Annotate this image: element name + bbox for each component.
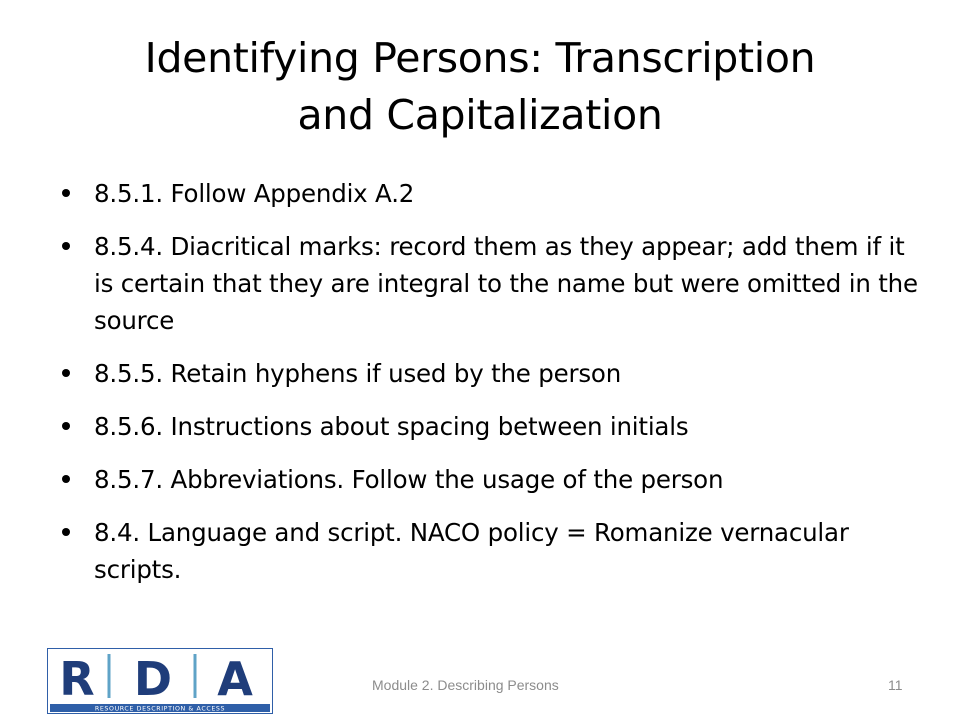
bullet-text: 8.5.1. Follow Appendix A.2 — [94, 179, 415, 208]
bullet-text: 8.4. Language and script. NACO policy = Romanize vernacular scripts. — [94, 518, 849, 584]
bullet-dot-icon — [62, 422, 70, 430]
bullet-dot-icon — [62, 528, 70, 536]
page-number: 11 — [888, 677, 903, 693]
bullet-text: 8.5.5. Retain hyphens if used by the person — [94, 359, 622, 388]
bullet-dot-icon — [62, 369, 70, 377]
bullet-dot-icon — [62, 475, 70, 483]
bullet-text: 8.5.4. Diacritical marks: record them as they appear; add them if it is certain that they are integral to the name but were omitted in the source — [94, 232, 918, 335]
logo-tagline: RESOURCE DESCRIPTION & ACCESS — [94, 705, 226, 713]
bullet-text: 8.5.6. Instructions about spacing between initials — [94, 412, 689, 441]
slide-title — [40, 30, 920, 144]
bullet-text: 8.5.7. Abbreviations. Follow the usage of the person — [94, 465, 724, 494]
bullet-list — [62, 175, 922, 604]
logo-letter-a: A — [217, 652, 253, 706]
bullet-item — [62, 355, 922, 392]
rda-logo — [47, 648, 273, 714]
bullet-item — [62, 175, 922, 212]
slide-title-line-1: Identifying Persons: Transcription — [144, 34, 816, 82]
bullet-item — [62, 228, 922, 339]
logo-letter-r: R — [59, 652, 95, 706]
bullet-dot-icon — [62, 242, 70, 250]
rda-logo-graphic — [47, 648, 273, 714]
footer-text: Module 2. Describing Persons — [372, 677, 559, 693]
logo-letter-d: D — [133, 652, 173, 706]
slide-title-line-2: and Capitalization — [297, 91, 663, 139]
bullet-item — [62, 408, 922, 445]
bullet-item — [62, 461, 922, 498]
bullet-item — [62, 514, 922, 588]
bullet-dot-icon — [62, 189, 70, 197]
